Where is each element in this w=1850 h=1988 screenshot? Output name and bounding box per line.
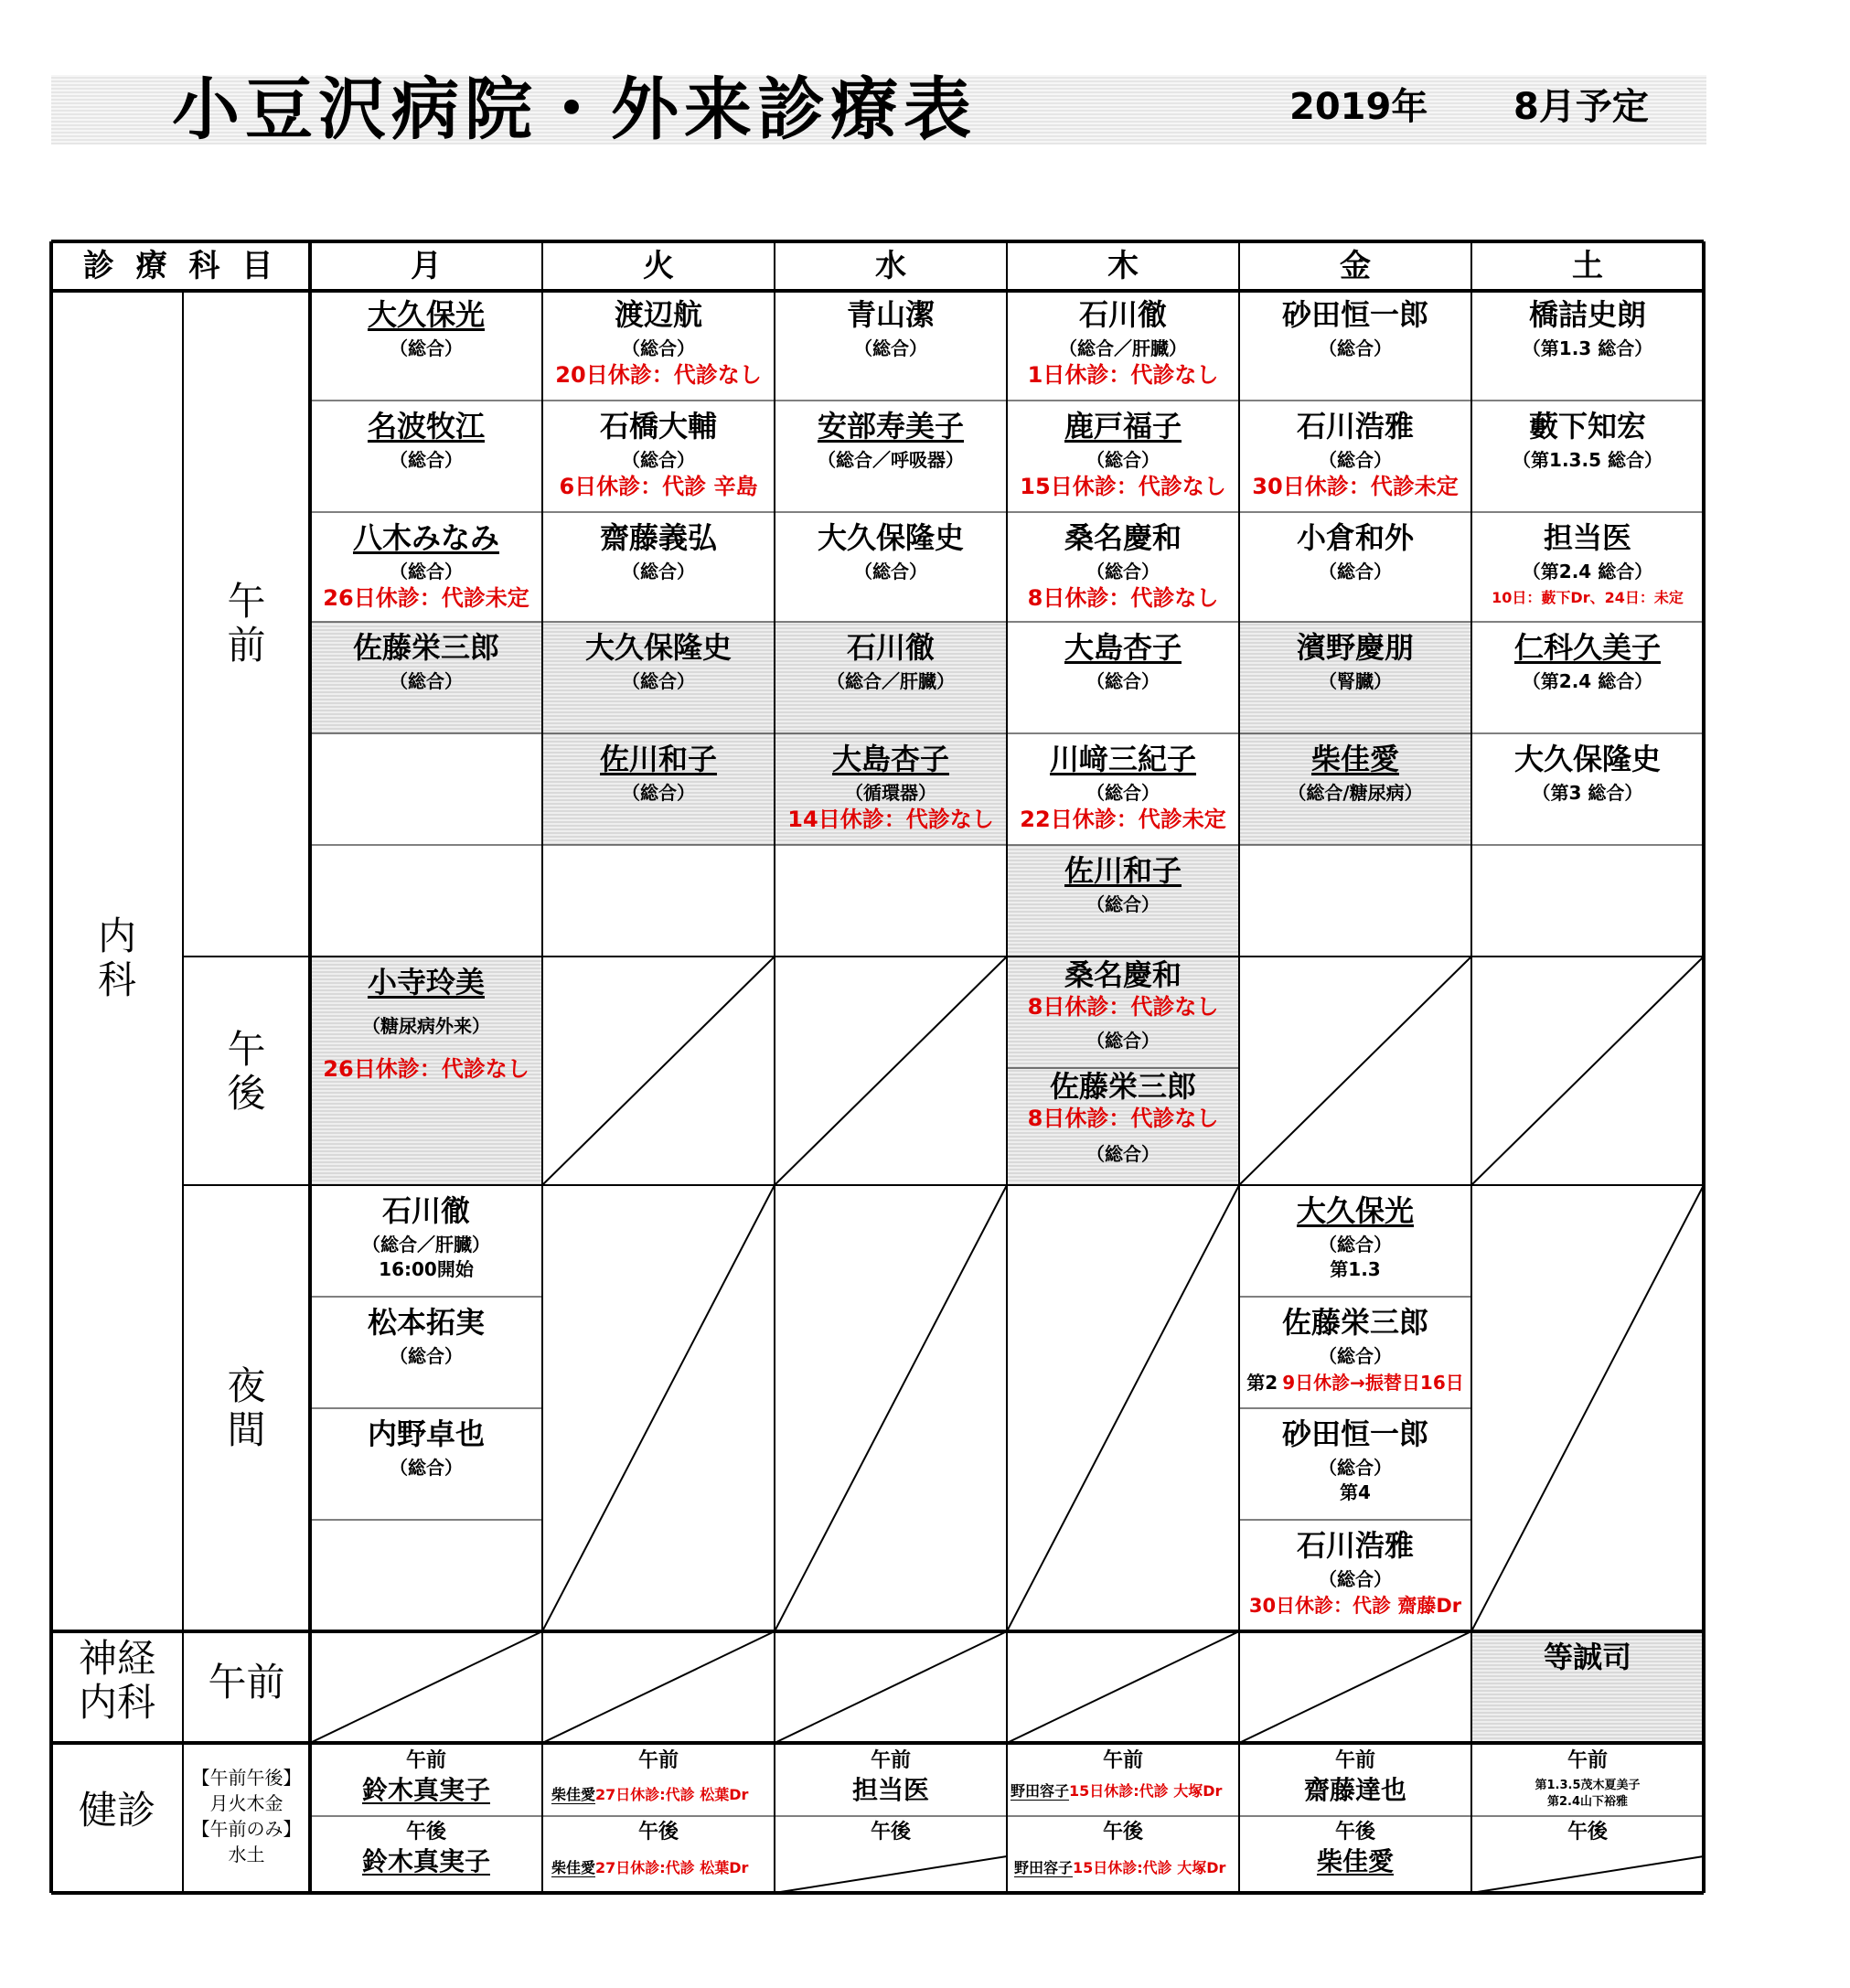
morning-cell [310,622,542,733]
doctor-name: 大島杏子 [1064,630,1182,665]
specialty: （総合） [622,449,695,471]
session-gozen: 午前 [227,580,266,668]
kenshin-fri-am: 午前 齋藤達也 [1303,1749,1406,1805]
morning-cell [1239,622,1471,733]
doctor-name: 橋詰史朗 [1528,297,1646,332]
specialty: （総合） [622,561,695,583]
morning-cell [775,512,1007,624]
doctor-name: 佐川和子 [599,742,717,776]
kenshin-mon-pm: 午後 鈴木真実子 [361,1821,490,1876]
morning-cell [1007,289,1239,401]
doctor-name: 大島杏子 [831,742,949,776]
absence-note: 10日：藪下Dr、24日：未定 [1492,589,1684,606]
doctor-name: 小倉和外 [1296,520,1414,555]
kenshin-wed-pm: 午後 [870,1821,911,1844]
neuro-sat-cell: 等誠司 [1543,1640,1631,1674]
doctor-name: 八木みなみ [352,520,499,555]
day-header-tue: 火 [643,248,674,284]
specialty: （総合） [622,670,695,692]
morning-cell [775,401,1007,512]
morning-cell [775,622,1007,733]
morning-cell [310,289,542,401]
specialty: （総合／肝臓） [827,670,955,692]
morning-cell [1007,622,1239,733]
morning-cell [1007,512,1239,624]
morning-cell [310,401,542,512]
specialty: （循環器） [845,782,936,804]
schedule-month: 8月予定 [1513,86,1649,128]
evening-mon-cell-1: 石川徹 （総合／肝臓） 16:00開始 [362,1193,490,1280]
morning-cell [1239,401,1471,512]
specialty: （第1.3 総合） [1522,337,1653,359]
morning-cell [542,622,775,733]
day-header-thu: 木 [1107,248,1139,284]
morning-cell [1007,401,1239,512]
morning-cell [1239,512,1471,624]
doctor-name: 大久保隆史 [817,520,964,555]
specialty: （総合） [854,337,927,359]
morning-cell [1007,733,1239,845]
doctor-name: 藪下知宏 [1528,409,1646,444]
session-shinkei-gozen: 午前 [208,1660,285,1705]
evening-fri-cell-2: 佐藤栄三郎 （総合） 第2 9日休診→振替日16日 [1246,1305,1464,1394]
doctor-name: 名波牧江 [367,409,485,444]
doctor-name: 砂田恒一郎 [1281,297,1428,332]
dept-kenshin: 健診 [78,1788,155,1833]
slash-mark [1007,1631,1239,1743]
morning-cell [1471,733,1704,845]
specialty: （総合） [1319,337,1392,359]
doctor-name: 石川浩雅 [1296,409,1414,444]
specialty: （総合） [390,561,463,583]
subject-header: 診 療 科 目 [82,248,279,284]
kenshin-thu-pm: 午後 野田容子15日休診:代診 大塚Dr [1014,1821,1226,1876]
morning-cell [1471,401,1704,512]
doctor-name: 青山潔 [846,297,935,332]
kenshin-fri-pm: 午後 柴佳愛 [1316,1821,1394,1876]
kenshin-sat-pm: 午後 [1567,1821,1608,1844]
kenshin-tue-am: 午前 柴佳愛27日休診:代診 松葉Dr [551,1749,749,1803]
absence-note: 15日休診：代診なし [1020,474,1226,499]
day-header-mon: 月 [411,248,442,284]
specialty: （総合） [622,782,695,804]
specialty: （第2.4 総合） [1522,561,1653,583]
doctor-name: 仁科久美子 [1513,630,1661,665]
morning-cell [775,289,1007,401]
morning-cell [1239,289,1471,401]
doctor-name: 大久保隆史 [1513,742,1661,776]
session-yakan: 夜間 [227,1364,266,1452]
specialty: （総合） [390,449,463,471]
slash-mark [775,957,1007,1185]
doctor-name: 濱野慶朋 [1296,630,1414,665]
morning-cell [542,733,775,845]
specialty: （総合） [1086,670,1160,692]
kenshin-mon-am: 午前 鈴木真実子 [361,1749,490,1805]
morning-cell [1471,289,1704,401]
specialty: （腎臓） [1319,670,1392,692]
day-header-fri: 金 [1340,248,1371,284]
slash-mark [1007,1185,1239,1631]
doctor-name: 渡辺航 [614,297,702,332]
absence-note: 20日休診：代診なし [555,362,762,388]
specialty: （第2.4 総合） [1522,670,1653,692]
doctor-name: 齋藤義弘 [599,520,717,555]
doctor-name: 大久保隆史 [584,630,732,665]
specialty: （総合） [1086,561,1160,583]
specialty: （総合） [1086,782,1160,804]
absence-note: 6日休診：代診 辛島 [559,474,758,499]
absence-note: 26日休診：代診未定 [323,585,529,611]
kenshin-sat-am: 午前 第1.3.5茂木夏美子 第2.4山下裕雅 [1535,1749,1641,1809]
day-header-wed: 水 [875,248,906,284]
kenshin-thu-am: 午前 野田容子15日休診:代診 大塚Dr [1011,1749,1223,1800]
morning-cell [1471,622,1704,733]
doctor-name: 担当医 [1543,520,1631,555]
absence-note: 1日休診：代診なし [1027,362,1219,388]
slash-mark [1471,1185,1704,1631]
slash-mark [542,957,775,1185]
kenshin-tue-pm: 午後 柴佳愛27日休診:代診 松葉Dr [551,1821,749,1876]
specialty: （総合） [1086,449,1160,471]
morning-cell [310,512,542,624]
slash-mark [775,1185,1007,1631]
doctor-name: 桑名慶和 [1064,520,1182,555]
afternoon-thu-cell-2: 佐藤栄三郎 8日休診：代診なし （総合） [1027,1069,1219,1165]
absence-note: 8日休診：代診なし [1027,585,1219,611]
slash-mark [775,1631,1007,1743]
specialty: （総合） [622,337,695,359]
slash-mark [1471,957,1704,1185]
slash-mark [310,1631,542,1743]
afternoon-thu-cell-1: 桑名慶和 8日休診：代診なし （総合） [1027,957,1219,1052]
doctor-name: 川﨑三紀子 [1049,742,1196,776]
specialty: （総合／呼吸器） [818,449,964,471]
session-gogo: 午後 [227,1028,266,1116]
page-title: 小豆沢病院・外来診療表 [172,70,977,149]
evening-mon-cell-3: 内野卓也 （総合） [367,1416,485,1479]
slash-mark [542,1631,775,1743]
day-header-sat: 土 [1572,248,1603,284]
evening-mon-cell-2: 松本拓実 （総合） [367,1305,485,1367]
doctor-name: 佐藤栄三郎 [352,630,499,665]
specialty: （総合） [390,670,463,692]
kenshin-wed-am: 午前 担当医 [851,1749,929,1805]
evening-fri-cell-4: 石川浩雅 （総合） 30日休診：代診 齋藤Dr [1248,1528,1462,1617]
specialty: （総合） [1086,893,1160,915]
doctor-name: 石橋大輔 [599,409,717,444]
slash-mark [1239,957,1471,1185]
morning-cell [542,401,775,512]
dept-shinkei: 神経内科 [78,1637,155,1725]
absence-note: 14日休診：代診なし [787,807,994,832]
specialty: （総合） [390,337,463,359]
specialty: （総合） [1319,449,1392,471]
doctor-name: 石川徹 [846,630,935,665]
specialty: （総合／肝臓） [1059,337,1187,359]
morning-cell [542,512,775,624]
specialty: （総合/糖尿病） [1288,782,1423,804]
specialty: （総合） [854,561,927,583]
slash-mark [1239,1631,1471,1743]
specialty: （第3 総合） [1532,782,1643,804]
absence-note: 30日休診：代診未定 [1252,474,1459,499]
doctor-name: 石川徹 [1078,297,1167,332]
evening-fri-cell-3: 砂田恒一郎 （総合） 第4 [1281,1416,1428,1503]
specialty: （総合） [1319,561,1392,583]
kenshin-info: 【午前午後】 月火木金 【午前のみ】 水土 [191,1767,302,1865]
slash-mark [542,1185,775,1631]
specialty: （第1.3.5 総合） [1513,449,1663,471]
dept-naika: 内科 [97,914,136,1002]
schedule-year: 2019年 [1289,86,1428,128]
doctor-name: 小寺玲美 [367,965,485,999]
doctor-name: 大久保光 [367,297,485,332]
morning-cell [542,289,775,401]
doctor-name: 佐川和子 [1064,853,1182,888]
afternoon-mon-cell: 小寺玲美 （糖尿病外来） 26日休診：代診なし [310,957,542,1185]
doctor-name: 鹿戸福子 [1064,409,1182,444]
morning-cell [1471,512,1704,624]
morning-cell [1007,845,1239,957]
doctor-name: 柴佳愛 [1310,742,1399,776]
doctor-name: 安部寿美子 [817,409,964,444]
evening-fri-cell-1: 大久保光 （総合） 第1.3 [1296,1193,1414,1280]
morning-cell [1239,733,1471,845]
absence-note: 22日休診：代診未定 [1020,807,1226,832]
morning-cell [775,733,1007,845]
